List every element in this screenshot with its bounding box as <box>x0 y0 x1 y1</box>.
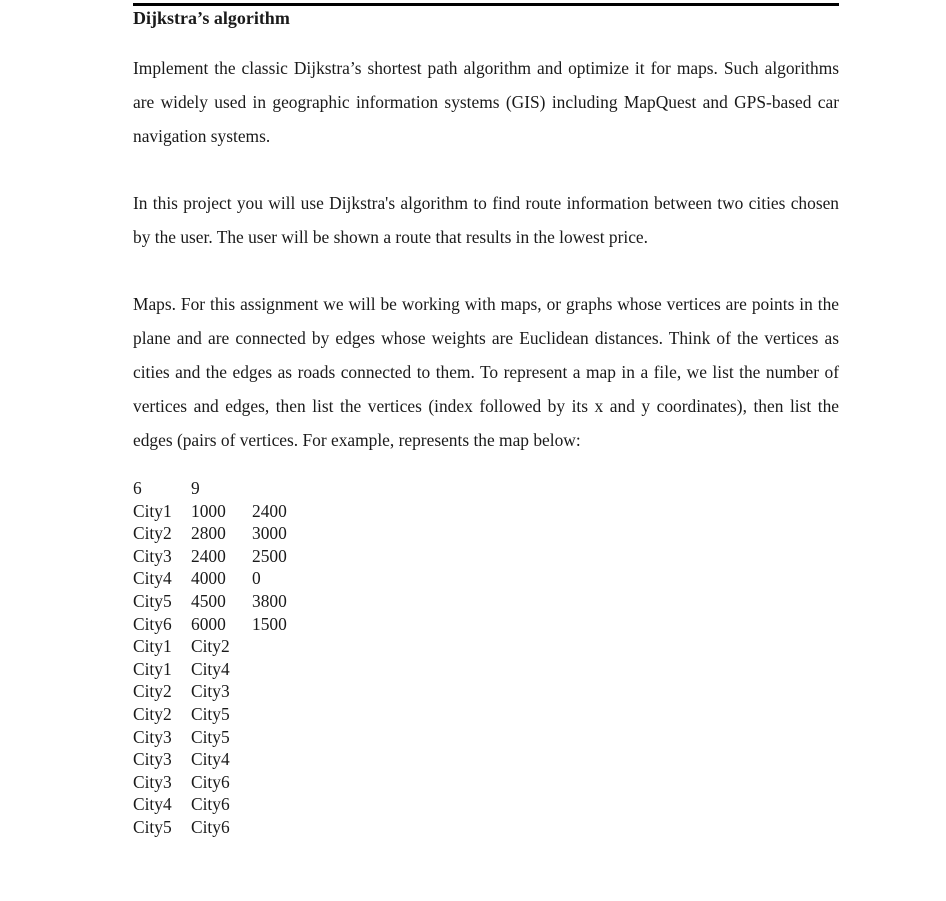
edge-from: City3 <box>133 749 172 770</box>
vertex-name: City2 <box>133 523 172 544</box>
vertex-name: City6 <box>133 613 172 634</box>
edge-from: City1 <box>133 658 172 679</box>
edge-from: City1 <box>133 636 172 657</box>
vertex-y: 2400 <box>252 500 287 521</box>
vertex-y: 3800 <box>252 590 287 611</box>
edge-from: City3 <box>133 771 172 792</box>
map-file-listing <box>133 477 312 839</box>
vertex-x: 2400 <box>191 545 226 566</box>
edge-row <box>133 658 312 681</box>
edge-to: City6 <box>191 794 230 815</box>
vertex-x: 1000 <box>191 500 226 521</box>
edge-row <box>133 726 312 749</box>
edge-row <box>133 816 312 839</box>
edge-from: City4 <box>133 794 172 815</box>
vertex-x: 4500 <box>191 590 226 611</box>
maps-paragraph: Maps. For this assignment we will be working with maps, or graphs whose vertices are points in the plane and are connected by edges whose weights are Euclidean distances. Think of the vertices as cities and the edges as roads connected to them. To represent a map in a file, we list the number of vertices and edges, then list the vertices (index followed by its x and y coordinates), then list the edges (pairs of vertices. For example, represents the map below: <box>133 294 839 451</box>
edge-row <box>133 703 312 726</box>
edge-to: City4 <box>191 658 230 679</box>
edge-to: City5 <box>191 726 230 747</box>
vertex-x: 2800 <box>191 523 226 544</box>
intro-paragraph: Implement the classic Dijkstra’s shortest path algorithm and optimize it for maps. Such algorithms are widely used in geographic information systems (GIS) including MapQuest and GPS-based car navigation systems. <box>133 58 839 147</box>
edge-to: City6 <box>191 816 230 837</box>
vertex-y: 1500 <box>252 613 287 634</box>
edge-row <box>133 771 312 794</box>
vertex-row <box>133 590 312 613</box>
edge-from: City2 <box>133 681 172 702</box>
vertex-name: City1 <box>133 500 172 521</box>
edge-row <box>133 635 312 658</box>
top-rule <box>133 3 839 6</box>
edge-to: City6 <box>191 771 230 792</box>
vertex-name: City3 <box>133 545 172 566</box>
edge-from: City5 <box>133 816 172 837</box>
edge-row <box>133 793 312 816</box>
edge-to: City2 <box>191 636 230 657</box>
edge-row <box>133 748 312 771</box>
section-title: Dijkstra’s algorithm <box>133 8 290 28</box>
vertex-row <box>133 522 312 545</box>
map-header-row <box>133 477 312 500</box>
edge-to: City3 <box>191 681 230 702</box>
vertex-x: 4000 <box>191 568 226 589</box>
vertex-name: City5 <box>133 590 172 611</box>
vertex-x: 6000 <box>191 613 226 634</box>
vertex-row <box>133 500 312 523</box>
edge-to: City4 <box>191 749 230 770</box>
vertex-y: 0 <box>252 568 261 589</box>
vertex-row <box>133 567 312 590</box>
vertex-row <box>133 613 312 636</box>
edge-from: City2 <box>133 703 172 724</box>
vertex-count: 6 <box>133 478 142 498</box>
vertex-y: 3000 <box>252 523 287 544</box>
vertex-y: 2500 <box>252 545 287 566</box>
edge-to: City5 <box>191 703 230 724</box>
vertex-row <box>133 545 312 568</box>
edge-row <box>133 680 312 703</box>
project-paragraph: In this project you will use Dijkstra's algorithm to find route information between two cities chosen by the user. The user will be shown a route that results in the lowest price. <box>133 193 839 248</box>
vertex-name: City4 <box>133 568 172 589</box>
edge-from: City3 <box>133 726 172 747</box>
edge-count: 9 <box>191 478 200 498</box>
